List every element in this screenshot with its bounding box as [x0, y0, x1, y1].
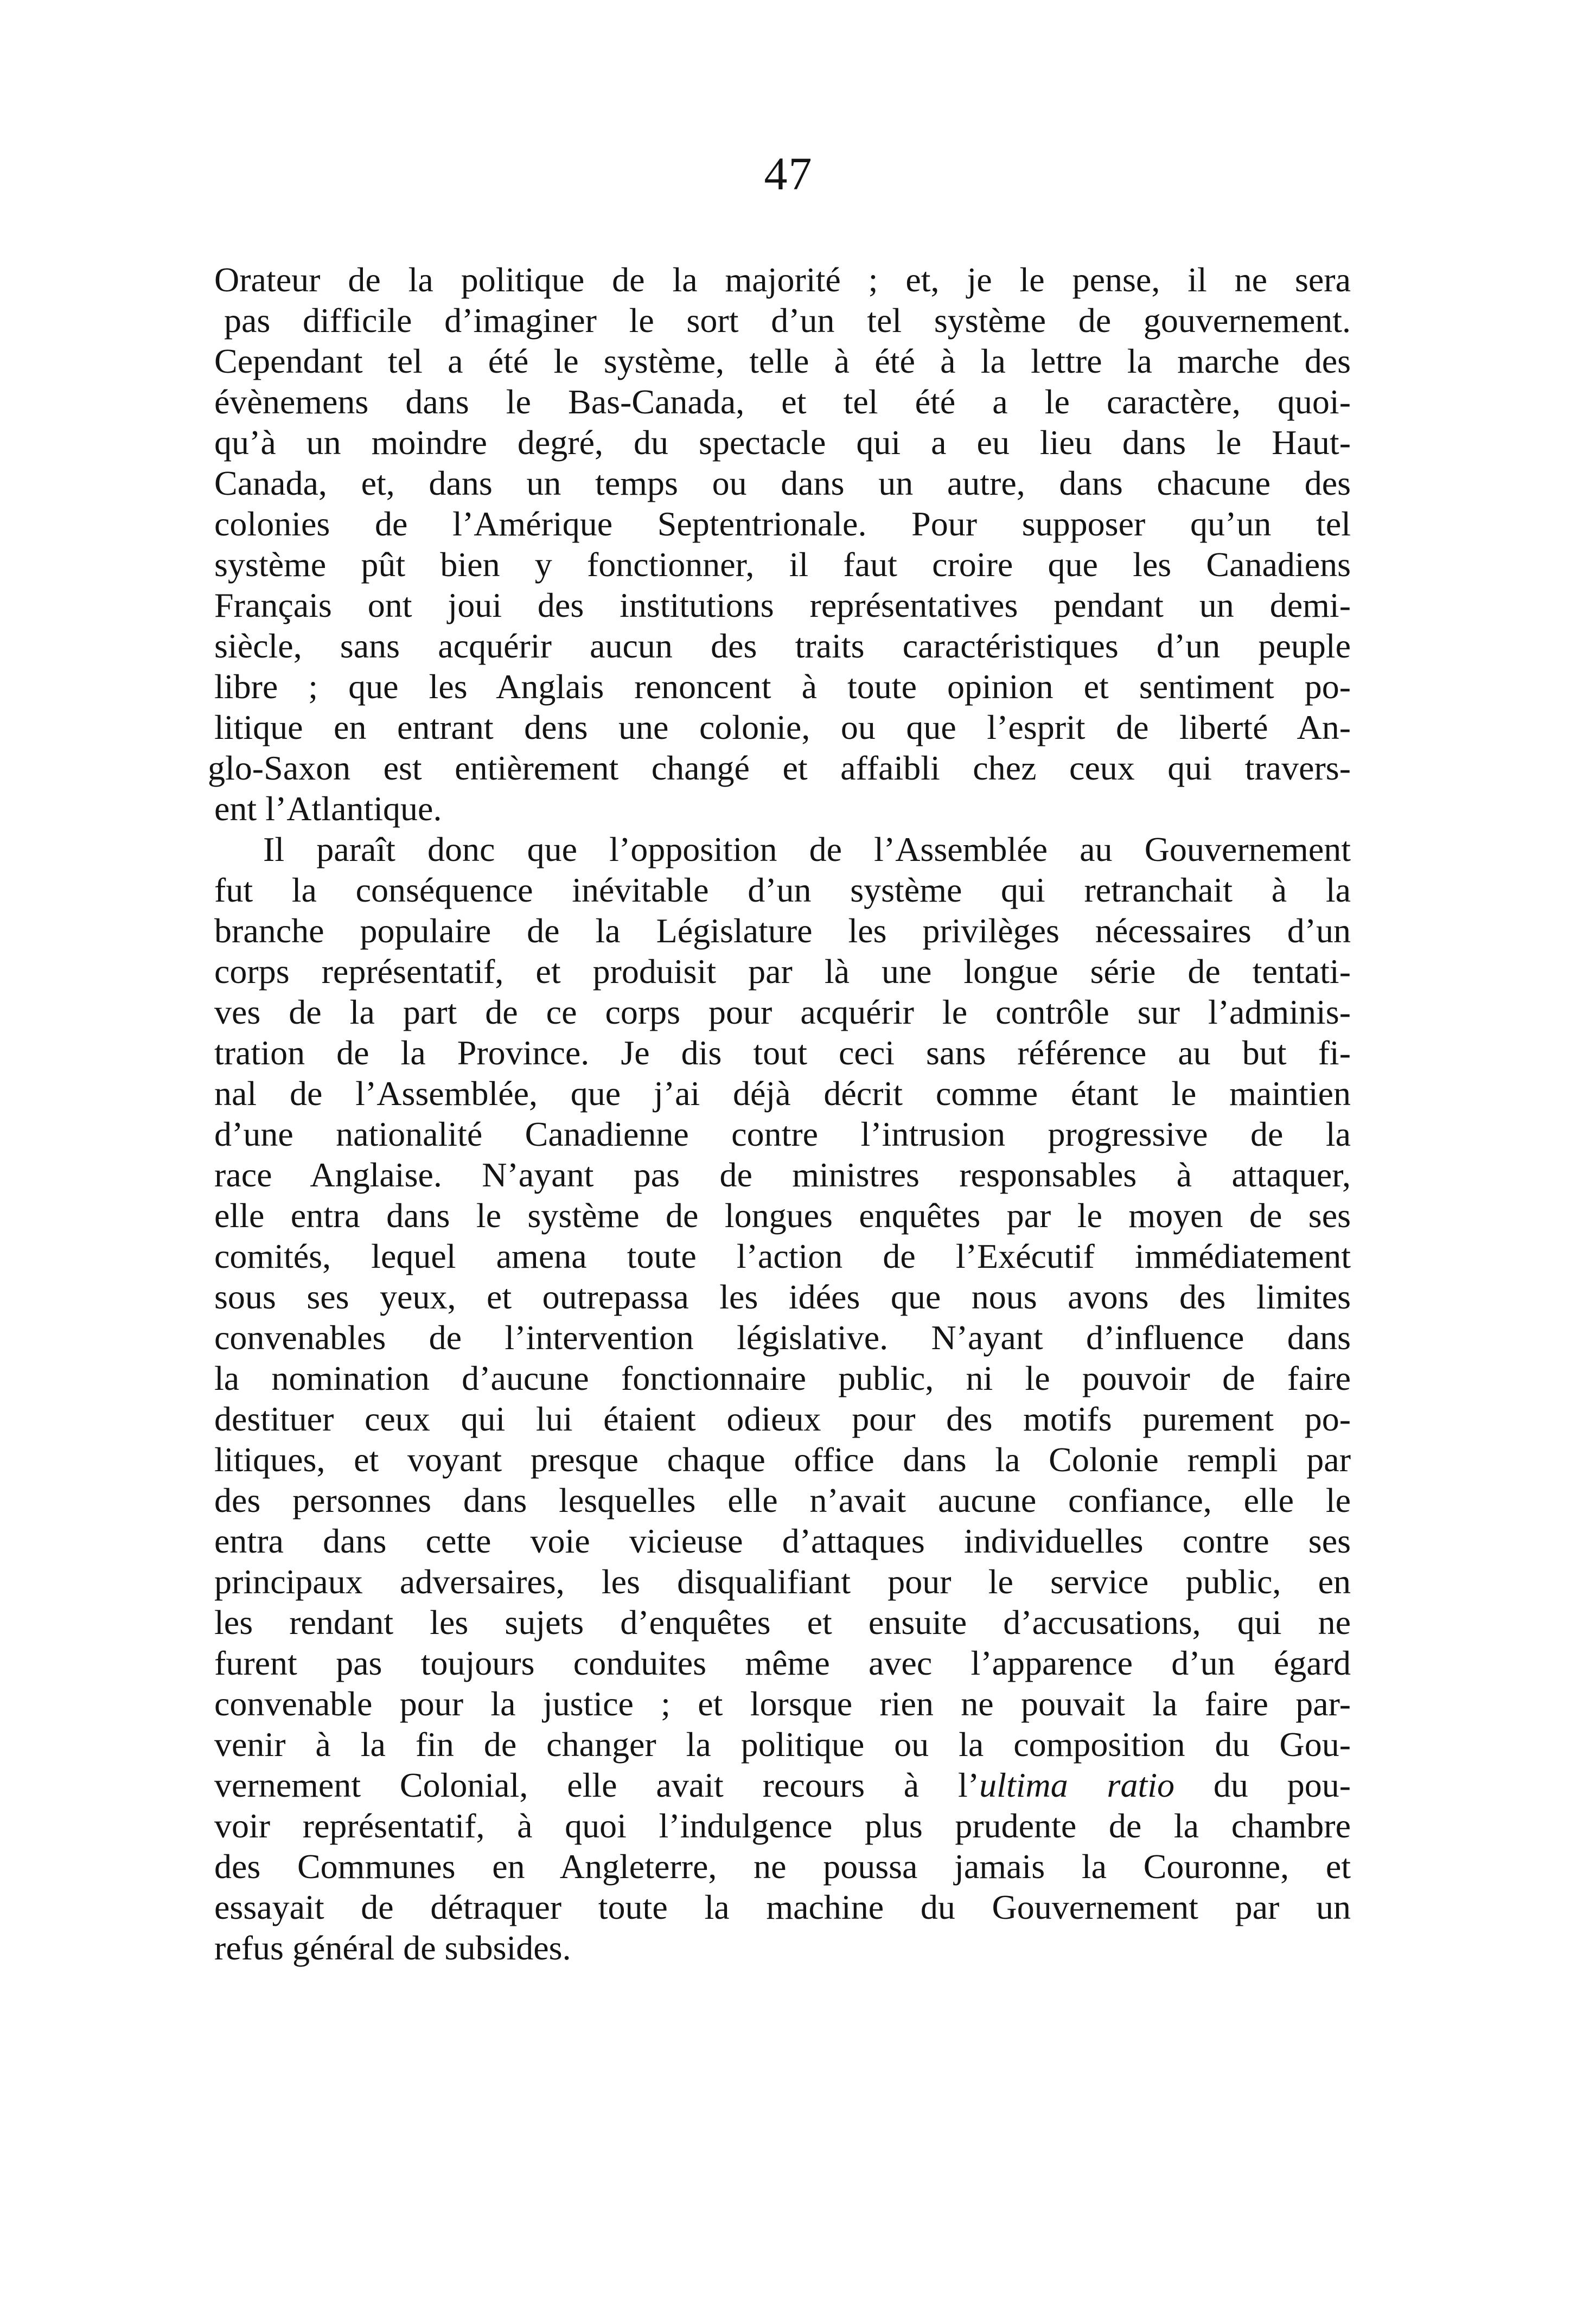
text-line: siècle, sans acquérir aucun des traits caractéristiques d’un peuple: [214, 627, 1351, 665]
paragraph-1: [208, 259, 1351, 829]
text-fragment: du pou-: [1174, 1766, 1351, 1804]
text-line: Canada, et, dans un temps ou dans un autre, dans chacune des: [214, 464, 1351, 502]
text-line: Cependant tel a été le système, telle à été à la lettre la marche des: [214, 342, 1351, 380]
text-line: voir représentatif, à quoi l’indulgence plus prudente de la chambre: [214, 1806, 1351, 1845]
text-line: entra dans cette voie vicieuse d’attaques individuelles contre ses: [214, 1522, 1351, 1560]
text-line: venir à la fin de changer la politique ou la composition du Gou-: [214, 1725, 1351, 1764]
text-line: elle entra dans le système de longues enquêtes par le moyen de ses: [214, 1196, 1351, 1235]
text-line: principaux adversaires, les disqualifiant pour le service public, en: [214, 1562, 1351, 1601]
text-line: évènemens dans le Bas-Canada, et tel été a le caractère, quoi-: [214, 382, 1351, 421]
text-line: les rendant les sujets d’enquêtes et ensuite d’accusations, qui ne: [214, 1603, 1351, 1642]
text-line: colonies de l’Amérique Septentrionale. Pour supposer qu’un tel: [214, 505, 1351, 543]
text-line: ves de la part de ce corps pour acquérir le contrôle sur l’adminis-: [214, 993, 1351, 1031]
text-line: furent pas toujours conduites même avec l’apparence d’un égard: [214, 1644, 1351, 1682]
text-line: la nomination d’aucune fonctionnaire public, ni le pouvoir de faire: [214, 1359, 1351, 1397]
text-line: fut la conséquence inévitable d’un système qui retranchait à la: [214, 871, 1351, 909]
text-line: Il paraît donc que l’opposition de l’Assemblée au Gouvernement: [263, 830, 1351, 869]
body-text: [208, 259, 1351, 1968]
text-line: destituer ceux qui lui étaient odieux pour des motifs purement po-: [214, 1400, 1351, 1438]
text-line: comités, lequel amena toute l’action de l’Exécutif immédiatement: [214, 1237, 1351, 1275]
text-line: litique en entrant dens une colonie, ou que l’esprit de liberté An-: [214, 708, 1351, 746]
text-line: Français ont joui des institutions représentatives pendant un demi-: [214, 586, 1351, 624]
text-line: essayait de détraquer toute la machine du Gouvernement par un: [214, 1888, 1351, 1926]
text-line: Orateur de la politique de la majorité ; et, je le pense, il ne sera: [214, 260, 1351, 299]
text-line: des personnes dans lesquelles elle n’avait aucune confiance, elle le: [214, 1481, 1351, 1519]
text-line: race Anglaise. N’ayant pas de ministres responsables à attaquer,: [214, 1155, 1351, 1194]
text-line: corps représentatif, et produisit par là une longue série de tentati-: [214, 952, 1351, 991]
text-line: d’une nationalité Canadienne contre l’intrusion progressive de la: [214, 1115, 1351, 1153]
text-line: libre ; que les Anglais renoncent à toute opinion et sentiment po-: [214, 667, 1351, 706]
text-line: nal de l’Assemblée, que j’ai déjà décrit comme étant le maintien: [214, 1074, 1351, 1113]
text-line: qu’à un moindre degré, du spectacle qui a eu lieu dans le Haut-: [214, 423, 1351, 462]
text-line: branche populaire de la Législature les privilèges nécessaires d’un: [214, 911, 1351, 950]
text-line: tration de la Province. Je dis tout ceci sans référence au but fi-: [214, 1033, 1351, 1072]
text-line: convenable pour la justice ; et lorsque rien ne pouvait la faire par-: [214, 1684, 1351, 1723]
text-line: système pût bien y fonctionner, il faut croire que les Canadiens: [214, 545, 1351, 584]
text-fragment: vernement Colonial, elle avait recours à l’: [214, 1766, 980, 1804]
page-number: 47: [764, 148, 813, 200]
text-line: sous ses yeux, et outrepassa les idées que nous avons des limites: [214, 1278, 1351, 1316]
text-line: ent l’Atlantique.: [214, 789, 442, 828]
text-line: glo-Saxon est entièrement changé et affaibli chez ceux qui travers-: [208, 749, 1351, 787]
text-line: des Communes en Angleterre, ne poussa jamais la Couronne, et: [214, 1847, 1351, 1886]
text-line: refus général de subsides.: [214, 1929, 571, 1967]
text-line: convenables de l’intervention législative. N’ayant d’influence dans: [214, 1318, 1351, 1357]
paragraph-2: [214, 829, 1351, 1968]
latin-phrase: ultima ratio: [979, 1766, 1175, 1804]
text-line: litiques, et voyant presque chaque office dans la Colonie rempli par: [214, 1440, 1351, 1479]
text-line: [214, 1765, 1351, 1805]
text-line: pas difficile d’imaginer le sort d’un tel système de gouvernement.: [224, 301, 1351, 340]
